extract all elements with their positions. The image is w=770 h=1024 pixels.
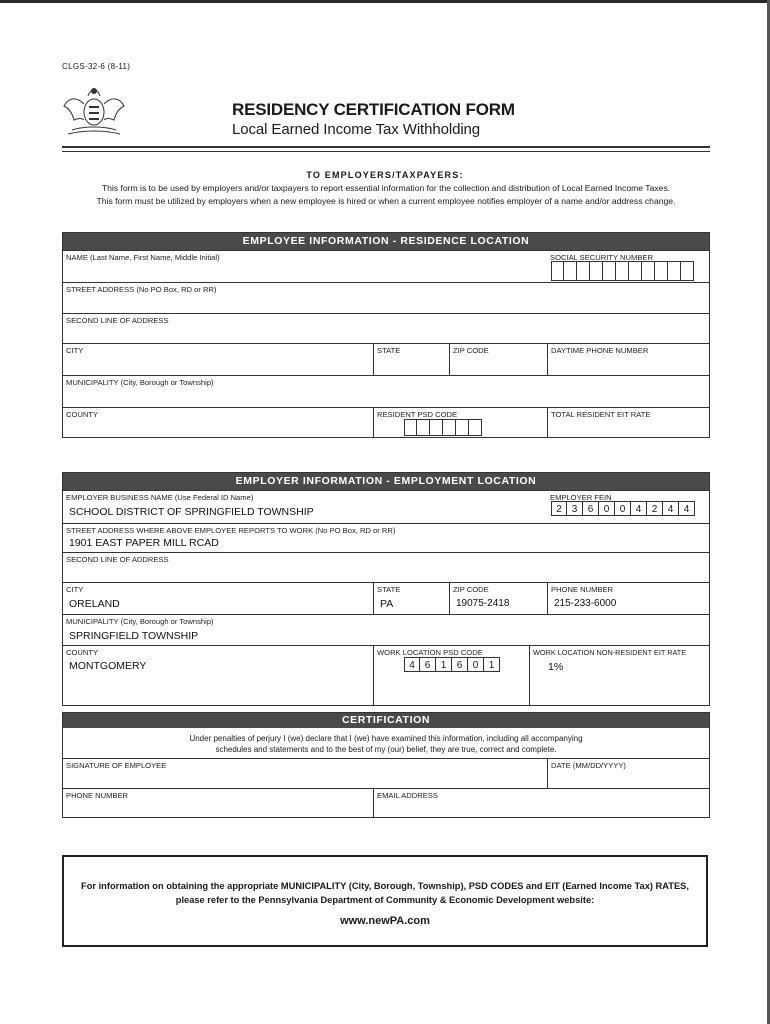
ssn-box[interactable] [564,261,577,281]
psd-box[interactable] [443,419,456,436]
fein-box[interactable]: 3 [567,501,583,516]
psd-box[interactable]: 1 [436,657,452,672]
employer-county-field[interactable] [63,646,373,706]
employer-eit-value: 1% [548,661,564,673]
info-website-link[interactable]: www.newPA.com [340,915,430,927]
employer-section-header: EMPLOYER INFORMATION - EMPLOYMENT LOCATION [63,473,709,490]
employer-business-value: SCHOOL DISTRICT OF SPRINGFIELD TOWNSHIP [69,506,314,518]
employer-street-value: 1901 EAST PAPER MILL RCAD [69,537,219,549]
fein-box[interactable]: 2 [551,501,567,516]
employer-city-label: CITY [66,585,84,594]
psd-box[interactable] [430,419,443,436]
employee-psd-label: RESIDENT PSD CODE [377,410,458,419]
psd-box[interactable]: 6 [420,657,436,672]
ssn-box[interactable] [642,261,655,281]
signature-row [63,758,709,788]
fein-box[interactable]: 6 [583,501,599,516]
employer-phone-value: 215-233-6000 [554,598,617,609]
employer-county-value: MONTGOMERY [69,660,147,672]
employee-section [62,232,710,438]
fein-box[interactable]: 4 [679,501,695,516]
date-label: DATE (MM/DD/YYYY) [551,761,626,770]
form-subtitle: Local Earned Income Tax Withholding [232,121,481,138]
title-rule [62,146,710,148]
employee-zip-label: ZIP CODE [453,346,489,355]
employer-state-value: PA [380,598,394,610]
employer-fein-field[interactable] [547,491,709,523]
intro-line-2: This form must be utilized by employers when a new employee is hired or when a current employee notifies employer of a name and/or address change. [96,196,676,206]
cert-email-label: EMAIL ADDRESS [377,791,438,800]
employer-county-row [63,645,709,706]
employer-municipality-label: MUNICIPALITY (City, Borough or Township) [66,617,214,626]
fein-box[interactable]: 0 [599,501,615,516]
ssn-box[interactable] [668,261,681,281]
employer-eit-label: WORK LOCATION NON-RESIDENT EIT RATE [533,648,687,657]
employer-county-label: COUNTY [66,648,99,657]
employee-county-label: COUNTY [66,410,99,419]
employee-psd-field[interactable] [373,408,547,438]
employer-state-field[interactable] [373,583,449,614]
title-rule-thin [62,151,710,152]
work-psd-boxes [404,657,500,672]
employer-state-label: STATE [377,585,401,594]
ssn-boxes [551,261,694,281]
employee-city-label: CITY [66,346,84,355]
psd-box[interactable] [456,419,469,436]
form-code: CLGS-32-6 (8-11) [62,62,131,71]
employer-eit-field[interactable] [529,646,709,706]
employee-ssn-label: SOCIAL SECURITY NUMBER [550,253,653,262]
ssn-box[interactable] [616,261,629,281]
employee-city-row [63,343,709,375]
employee-eit-label: TOTAL RESIDENT EIT RATE [551,410,651,419]
employee-municipality-label: MUNICIPALITY (City, Borough or Township) [66,378,214,387]
employee-phone-field[interactable] [547,344,709,375]
ssn-box[interactable] [629,261,642,281]
employer-zip-value: 19075-2418 [456,598,510,609]
employer-business-row [63,490,709,523]
employee-street-label: STREET ADDRESS (No PO Box, RD or RR) [66,285,217,294]
employer-psd-field[interactable] [373,646,529,706]
info-line-2: please refer to the Pennsylvania Department of Community & Economic Development website: [175,895,595,905]
employee-state-field[interactable] [373,344,449,375]
certification-section [62,712,710,818]
employer-phone-label: PHONE NUMBER [551,585,614,594]
resident-psd-boxes [404,419,482,436]
employee-second-line-row[interactable] [63,313,709,343]
certification-text-1: Under penalties of perjury I (we) declare that I (we) have examined this information, including all accompanying [189,734,583,743]
psd-box[interactable]: 6 [452,657,468,672]
employer-municipality-value: SPRINGFIELD TOWNSHIP [69,630,199,642]
ssn-box[interactable] [577,261,590,281]
contact-row [63,788,709,818]
employee-phone-label: DAYTIME PHONE NUMBER [551,346,649,355]
info-box [62,855,708,947]
employer-municipality-row[interactable] [63,614,709,645]
employer-zip-field[interactable] [449,583,547,614]
fein-box[interactable]: 4 [631,501,647,516]
employer-psd-label: WORK LOCATION PSD CODE [377,648,483,657]
ssn-box[interactable] [681,261,694,281]
intro-line-1: This form is to be used by employers and/or taxpayers to report essential information for the collection and distribution of Local Earned Income Taxes. [101,183,671,193]
employer-section [62,472,710,706]
employer-street-label: STREET ADDRESS WHERE ABOVE EMPLOYEE REPORTS TO WORK (No PO Box, RD or RR) [66,526,396,535]
employee-zip-field[interactable] [449,344,547,375]
employee-street-row[interactable] [63,282,709,313]
employer-street-row[interactable] [63,523,709,552]
ssn-box[interactable] [590,261,603,281]
certification-section-header: CERTIFICATION [63,713,709,728]
ssn-box[interactable] [551,261,564,281]
state-seal-icon [58,82,130,138]
ssn-box[interactable] [603,261,616,281]
employer-second-line-row[interactable] [63,552,709,582]
psd-box[interactable] [417,419,430,436]
signature-label: SIGNATURE OF EMPLOYEE [66,761,167,770]
psd-box[interactable]: 1 [484,657,500,672]
certification-text-2: schedules and statements and to the best of my (our) belief, they are true, correct and complete. [215,745,557,754]
fein-box[interactable]: 2 [647,501,663,516]
employer-second-line-label: SECOND LINE OF ADDRESS [66,555,169,564]
fein-boxes [551,501,695,516]
date-field[interactable] [547,759,709,788]
psd-box[interactable]: 4 [404,657,420,672]
cert-phone-label: PHONE NUMBER [66,791,129,800]
employee-city-field[interactable] [63,344,373,375]
employer-city-value: ORELAND [69,598,120,610]
employee-ssn-field[interactable] [547,251,709,282]
employer-business-label: EMPLOYER BUSINESS NAME (Use Federal ID Name) [66,493,254,502]
employer-city-row [63,582,709,614]
employee-county-field[interactable] [63,408,373,438]
to-employers-heading: TO EMPLOYERS/TAXPAYERS: [306,170,464,180]
info-line-1: For information on obtaining the appropriate MUNICIPALITY (City, Borough, Township), PSD CODES and EIT (Earned Income Tax) RATES, [81,881,689,891]
employee-name-row [63,250,709,282]
fein-box[interactable]: 4 [663,501,679,516]
psd-box[interactable]: 0 [468,657,484,672]
employee-name-label: NAME (Last Name, First Name, Middle Initial) [66,253,220,262]
employee-municipality-row[interactable] [63,375,709,407]
employee-state-label: STATE [377,346,401,355]
employee-county-row [63,407,709,438]
employer-phone-field[interactable] [547,583,709,614]
cert-email-field[interactable] [373,789,709,818]
employer-city-field[interactable] [63,583,373,614]
fein-box[interactable]: 0 [615,501,631,516]
employer-zip-label: ZIP CODE [453,585,489,594]
cert-phone-field[interactable] [63,789,373,818]
ssn-box[interactable] [655,261,668,281]
employee-name-field[interactable] [63,251,547,282]
signature-field[interactable] [63,759,547,788]
employee-section-header: EMPLOYEE INFORMATION - RESIDENCE LOCATION [63,233,709,250]
employee-eit-field[interactable] [547,408,709,438]
employee-second-line-label: SECOND LINE OF ADDRESS [66,316,169,325]
psd-box[interactable] [404,419,417,436]
psd-box[interactable] [469,419,482,436]
employer-fein-label: EMPLOYER FEIN [550,493,612,502]
top-border [0,0,770,3]
employer-business-field[interactable] [63,491,547,523]
form-title: RESIDENCY CERTIFICATION FORM [232,100,515,119]
